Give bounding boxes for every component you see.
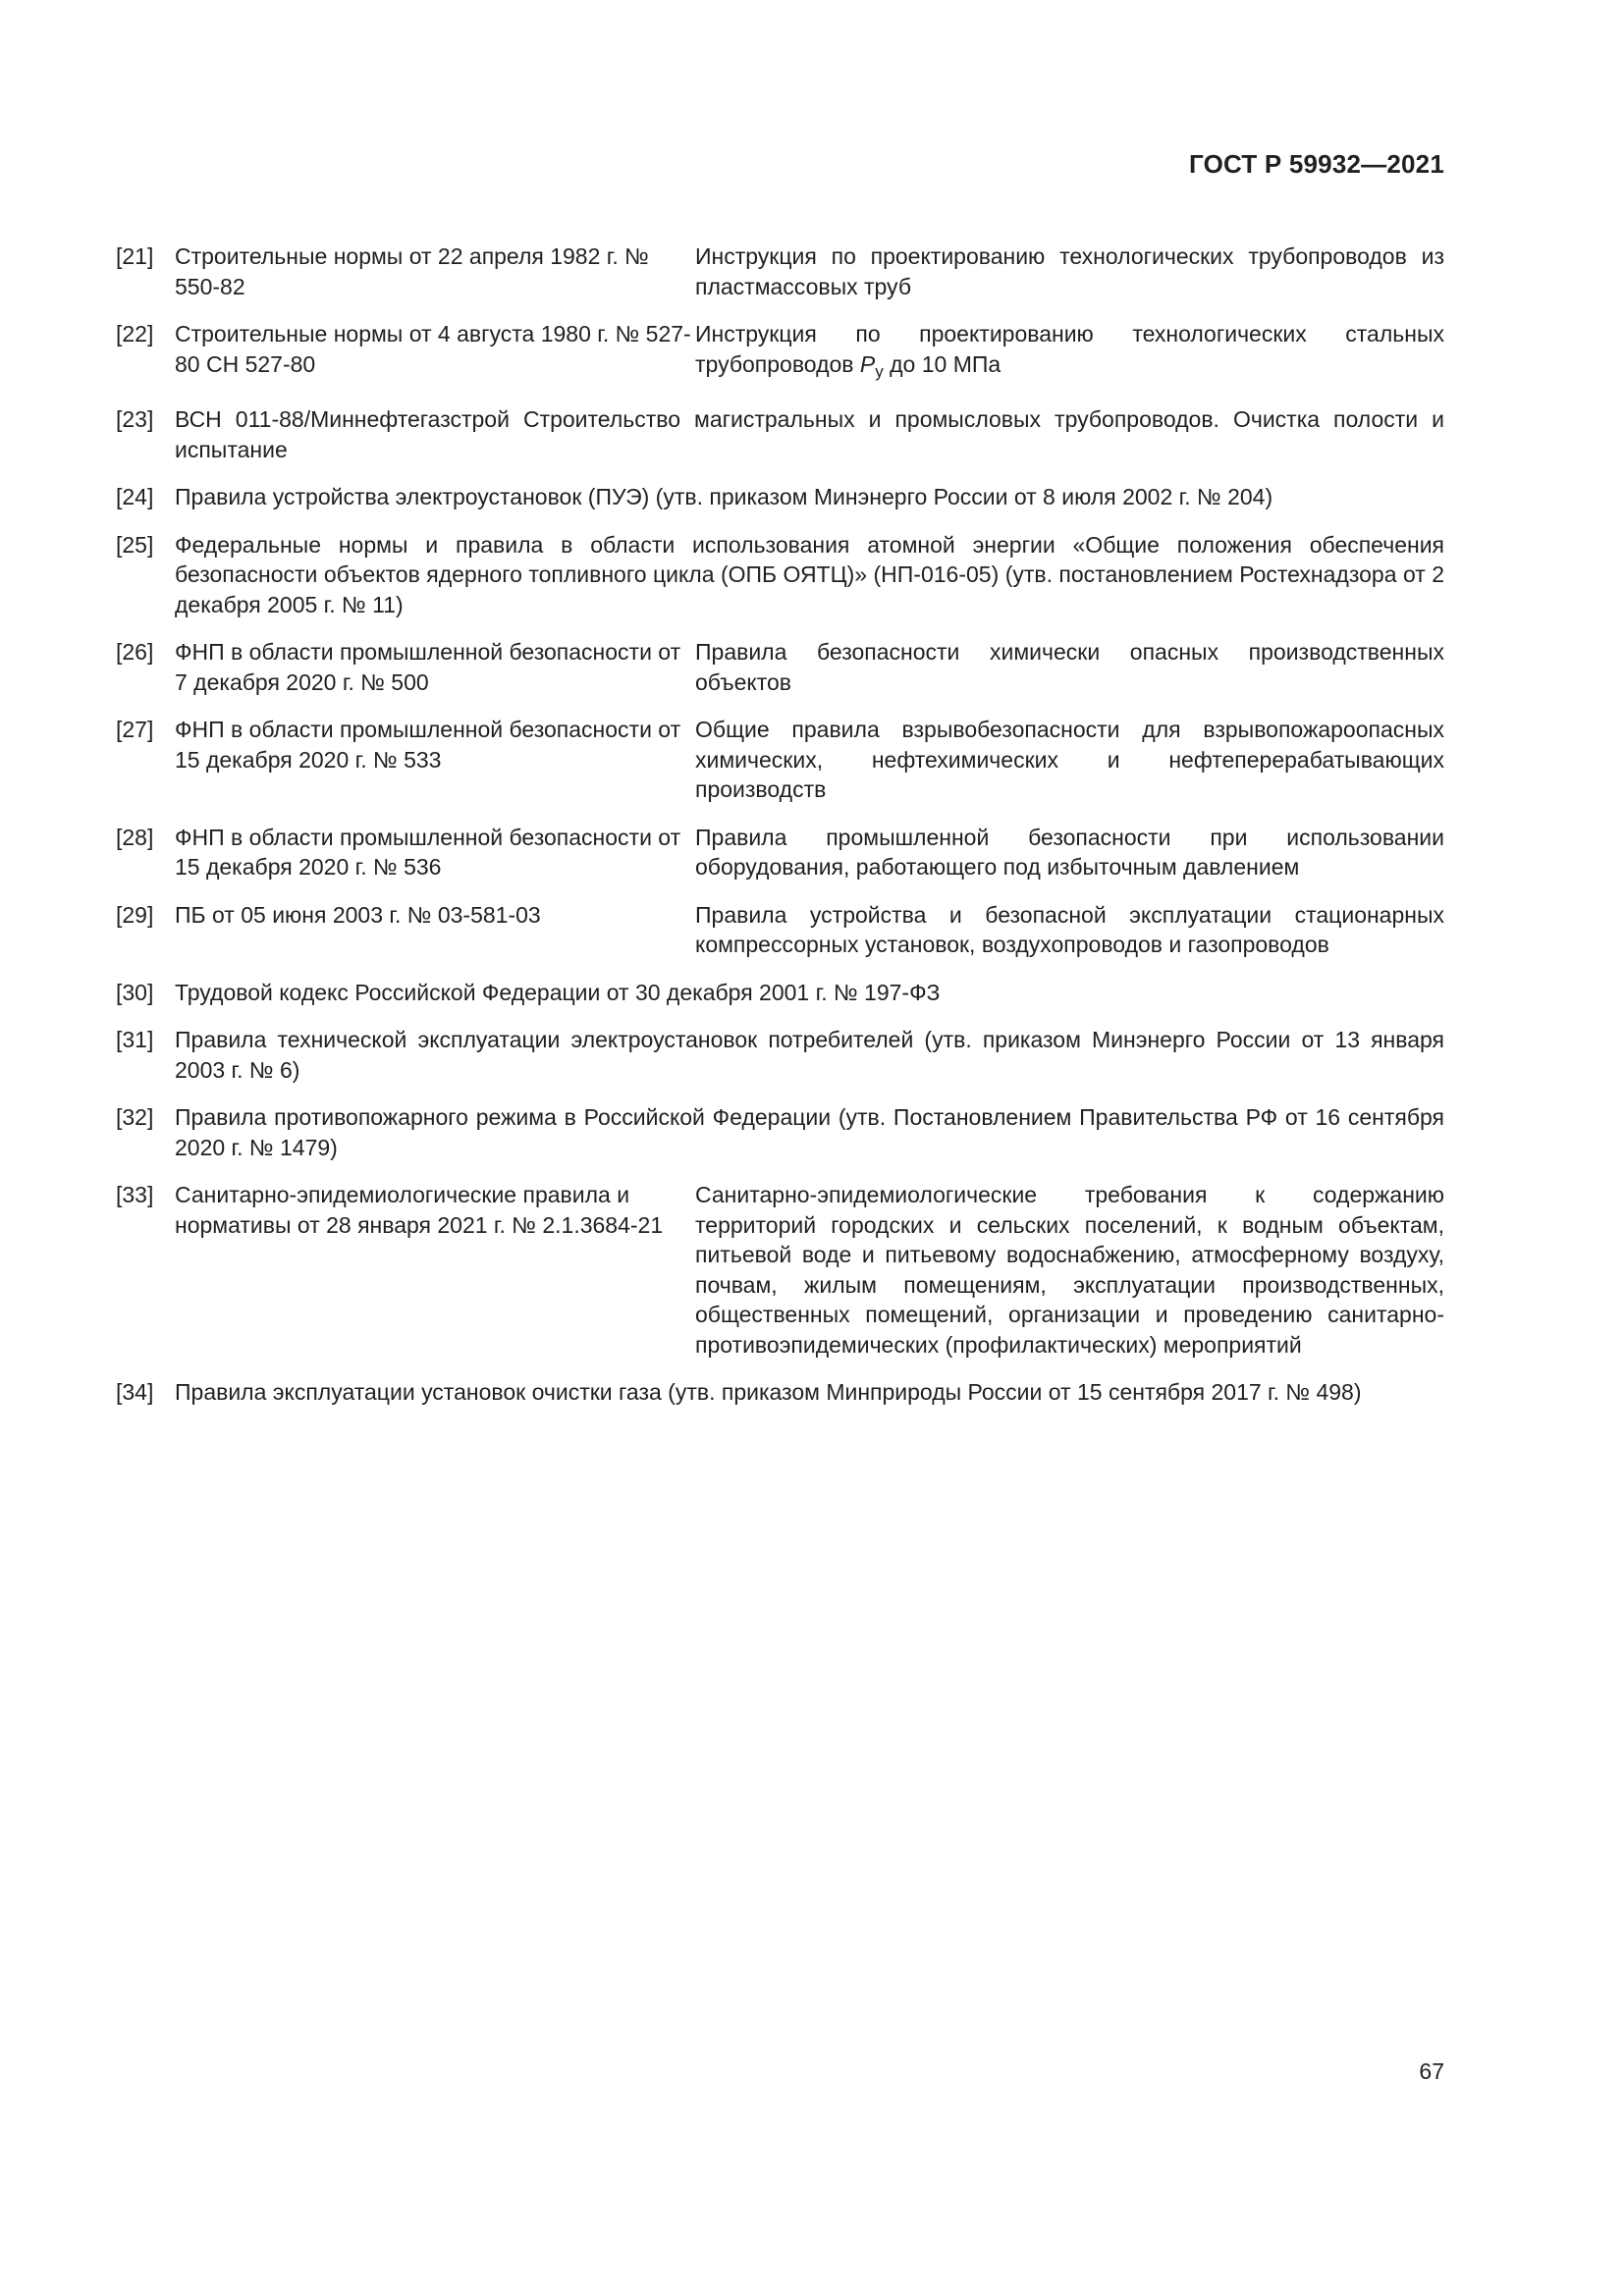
reference-source: ФНП в области промышленной безопасности от 15 декабря 2020 г. № 536 — [175, 824, 681, 880]
reference-source: ФНП в области промышленной безопасности от 15 декабря 2020 г. № 533 — [175, 717, 681, 773]
reference-title-text: Инструкция по проектированию технологических стальных трубопроводов — [695, 321, 1444, 377]
reference-number: [30] — [116, 979, 154, 1005]
reference-number: [33] — [116, 1182, 154, 1207]
reference-number: [27] — [116, 717, 154, 742]
reference-title-text-end: до 10 МПа — [890, 350, 1001, 377]
reference-text: Федеральные нормы и правила в области использования атомной энергии «Общие положения обеспечения безопасности объектов ядерного топливного цикла (ОПБ ОЯТЦ)» (НП-016-05) (утв. постановлением Ростехнадзора от 2 декабря 2005 г. № 11) — [175, 531, 1444, 617]
reference-title: Правила безопасности химически опасных производственных объектов — [695, 639, 1444, 695]
document-code-header: ГОСТ Р 59932—2021 — [1189, 149, 1444, 179]
reference-title: Правила устройства и безопасной эксплуатации стационарных компрессорных установок, воздухопроводов и газопроводов — [695, 901, 1444, 957]
reference-item-30 — [116, 978, 1444, 1008]
reference-number: [31] — [116, 1027, 154, 1052]
reference-title: Правила промышленной безопасности при использовании оборудования, работающего под избыточным давлением — [695, 824, 1444, 880]
reference-item-26 — [116, 637, 1444, 697]
reference-item-23 — [116, 404, 1444, 464]
reference-text: Трудовой кодекс Российской Федерации от 30 декабря 2001 г. № 197-ФЗ — [175, 979, 941, 1005]
reference-item-34 — [116, 1377, 1444, 1408]
reference-number: [32] — [116, 1104, 154, 1130]
reference-number: [24] — [116, 484, 154, 509]
reference-item-27 — [116, 715, 1444, 805]
reference-item-29 — [116, 900, 1444, 960]
reference-item-25 — [116, 530, 1444, 620]
reference-title: Санитарно-эпидемиологические требования к содержанию территорий городских и сельских поселений, к водным объектам, питьевой воде и питьевому водоснабжению, атмосферному воздуху, почвам, жилым помещениям, эксплуатации производственных, общественных помещений, организации и проведению санитарно-противоэпидемических (профилактических) мероприятий — [695, 1182, 1444, 1358]
reference-source: ПБ от 05 июня 2003 г. № 03-581-03 — [175, 901, 541, 928]
reference-item-24 — [116, 482, 1444, 512]
reference-number: [25] — [116, 531, 154, 558]
reference-number: [22] — [116, 321, 154, 347]
reference-text: Правила противопожарного режима в Российской Федерации (утв. Постановлением Правительства РФ от 16 сентября 2020 г. № 1479) — [175, 1104, 1444, 1160]
reference-number: [26] — [116, 639, 154, 665]
pressure-subscript: у — [875, 361, 884, 381]
reference-source: Строительные нормы от 22 апреля 1982 г. № 550-82 — [175, 243, 649, 299]
reference-number: [28] — [116, 824, 154, 850]
reference-item-21 — [116, 241, 1444, 301]
reference-title: Общие правила взрывобезопасности для взрывопожароопасных химических, нефтехимических и нефтеперерабатывающих производств — [695, 717, 1444, 802]
reference-title — [695, 319, 1444, 387]
reference-number: [21] — [116, 243, 154, 269]
reference-number: [29] — [116, 901, 154, 928]
reference-text: ВСН 011-88/Миннефтегазстрой Строительство магистральных и промысловых трубопроводов. Очистка полости и испытание — [175, 406, 1444, 462]
reference-list — [116, 241, 1444, 1425]
reference-text: Правила эксплуатации установок очистки газа (утв. приказом Минприроды России от 15 сентября 2017 г. № 498) — [175, 1379, 1362, 1405]
reference-item-28 — [116, 823, 1444, 882]
reference-item-31 — [116, 1025, 1444, 1085]
reference-item-22 — [116, 319, 1444, 387]
reference-item-33 — [116, 1180, 1444, 1360]
pressure-symbol: P — [859, 350, 876, 377]
reference-source: Строительные нормы от 4 августа 1980 г. № 527-80 СН 527-80 — [175, 321, 691, 377]
reference-item-32 — [116, 1102, 1444, 1162]
reference-source: ФНП в области промышленной безопасности от 7 декабря 2020 г. № 500 — [175, 639, 681, 695]
reference-text: Правила устройства электроустановок (ПУЭ) (утв. приказом Минэнерго России от 8 июля 2002 г. № 204) — [175, 484, 1273, 509]
reference-title: Инструкция по проектированию технологических трубопроводов из пластмассовых труб — [695, 243, 1444, 299]
reference-text: Правила технической эксплуатации электроустановок потребителей (утв. приказом Минэнерго России от 13 января 2003 г. № 6) — [175, 1027, 1444, 1083]
reference-number: [34] — [116, 1379, 154, 1405]
reference-number: [23] — [116, 406, 154, 432]
page-number: 67 — [1419, 2058, 1444, 2084]
reference-source: Санитарно-эпидемиологические правила и нормативы от 28 января 2021 г. № 2.1.3684-21 — [175, 1182, 664, 1238]
